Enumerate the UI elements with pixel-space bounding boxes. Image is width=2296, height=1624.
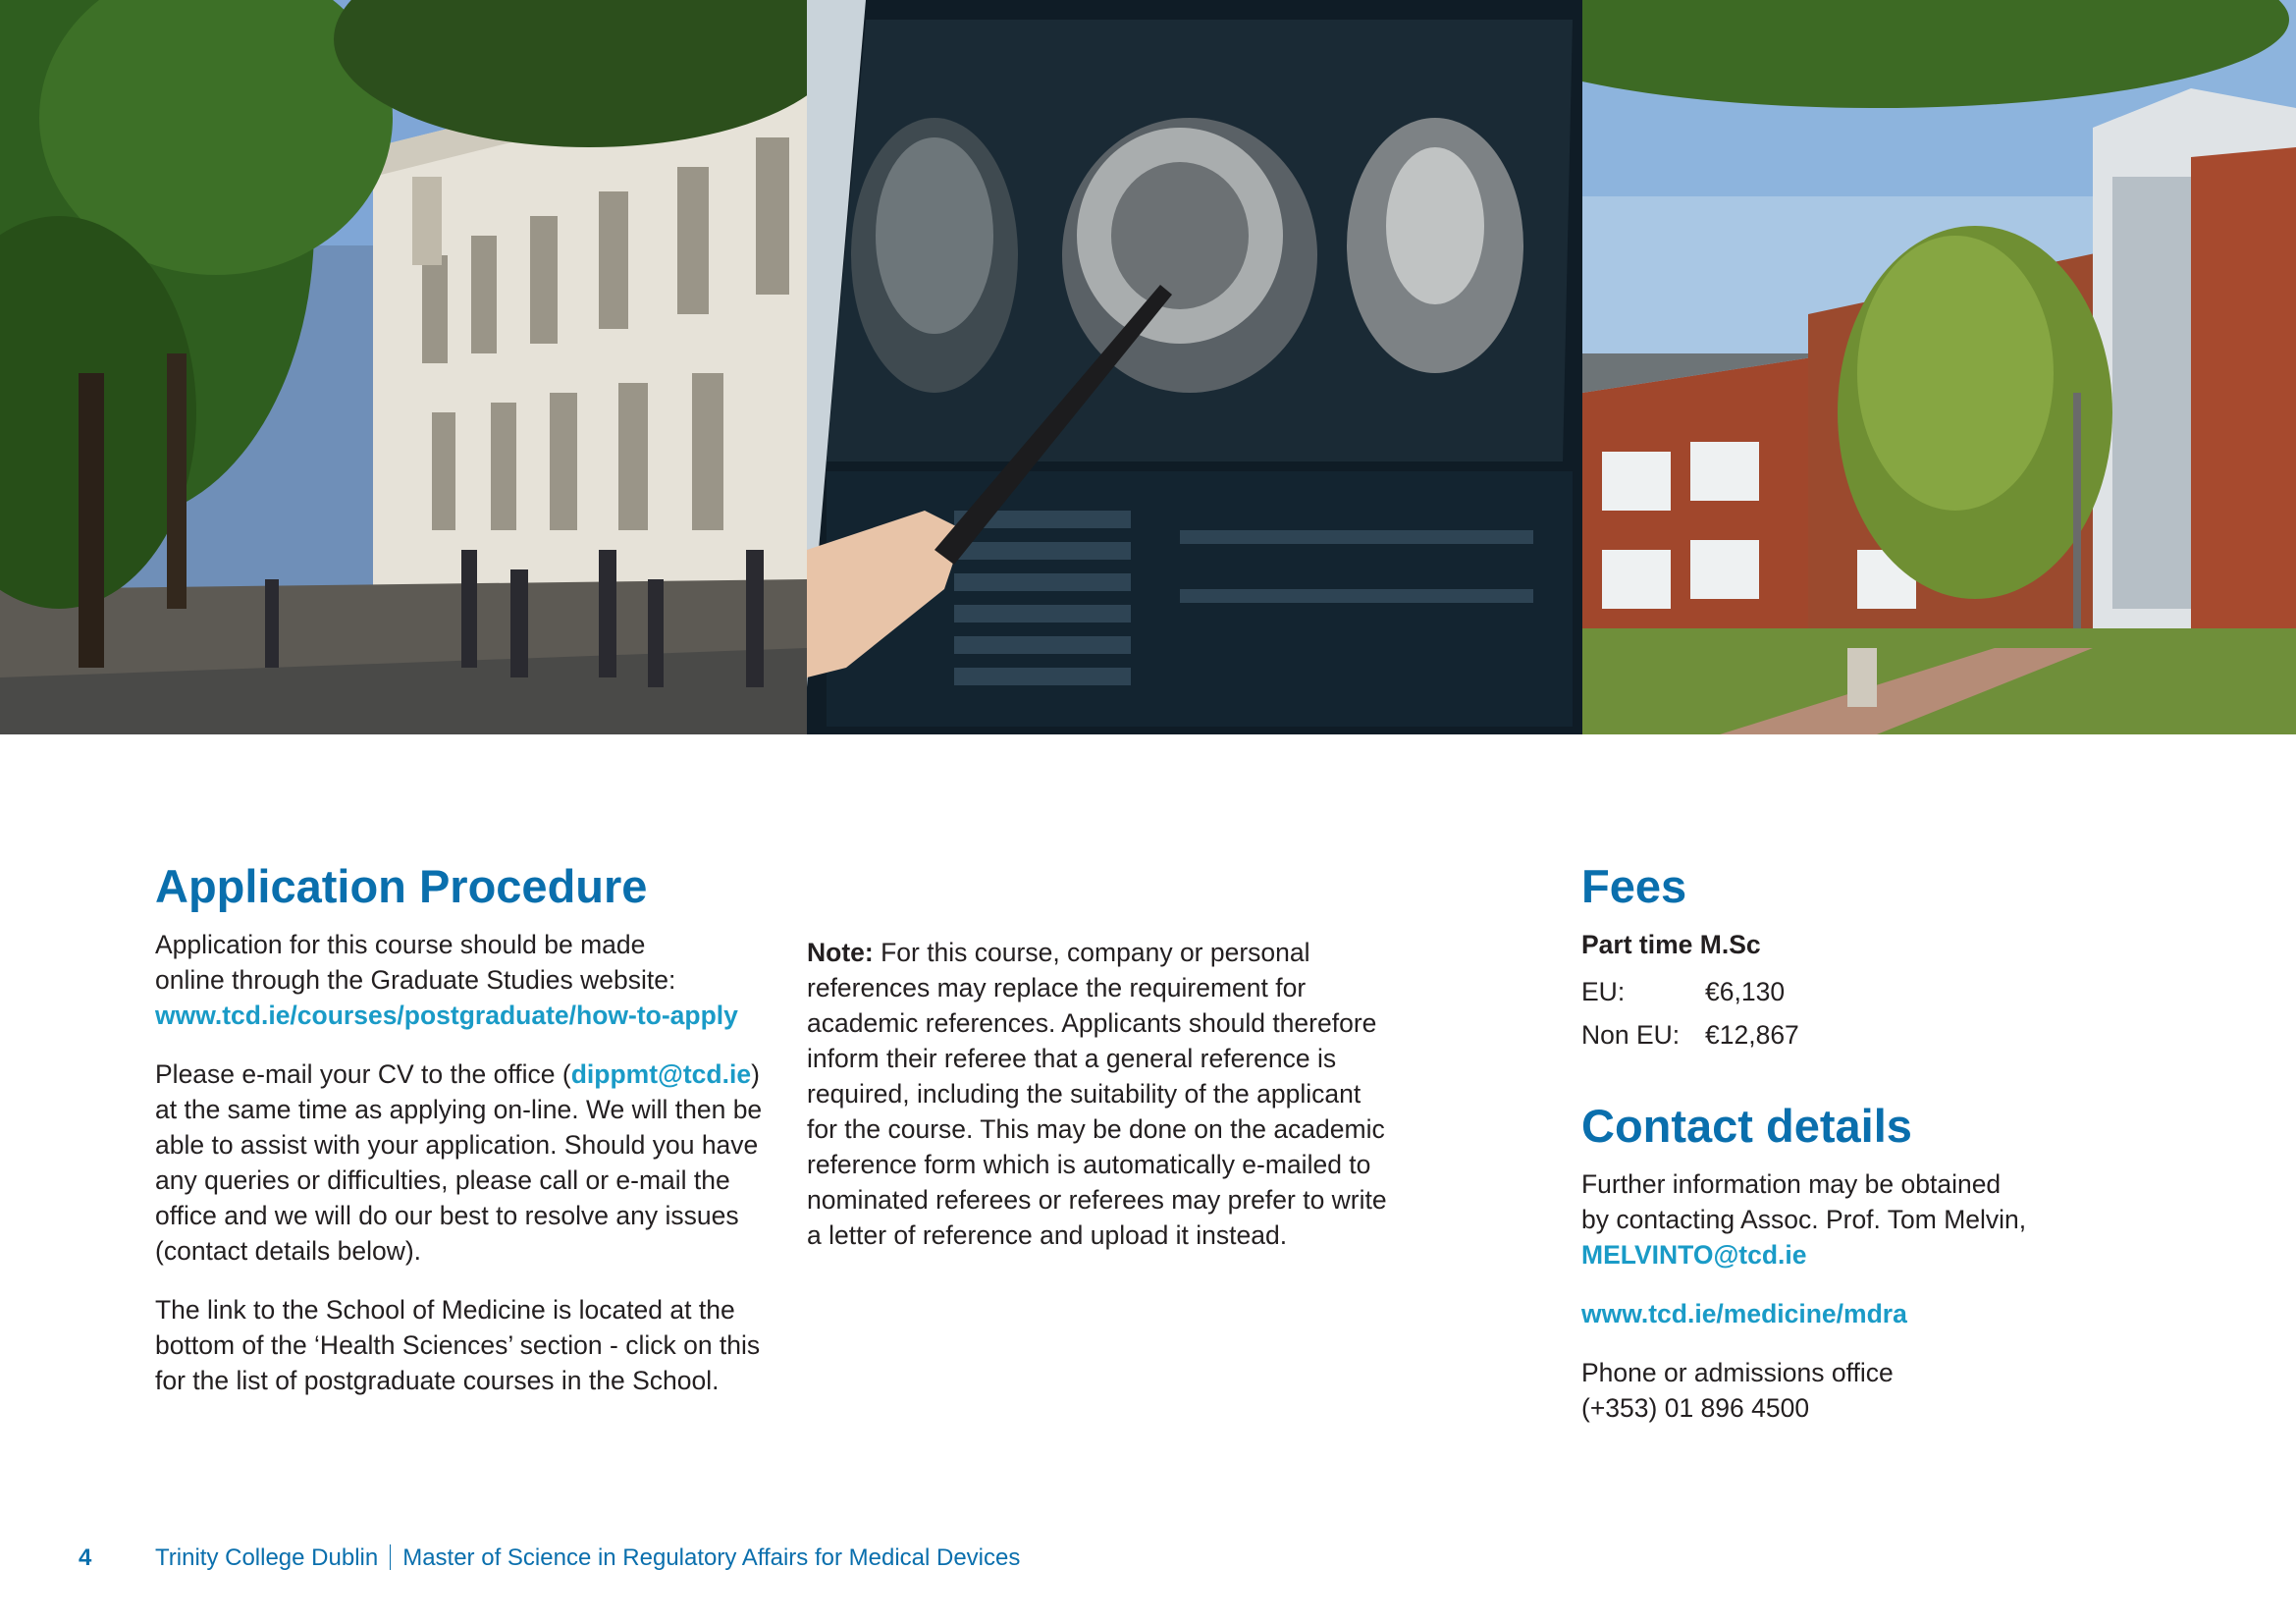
- text-fragment: Please e-mail your CV to the office (: [155, 1059, 571, 1089]
- text-line: a letter of reference and upload it instead.: [807, 1220, 1288, 1250]
- text-line: The link to the School of Medicine is located at the: [155, 1295, 735, 1325]
- page-footer: [0, 1542, 2296, 1575]
- fees-table: [1581, 927, 2131, 1056]
- application-intro-paragraph: [155, 927, 783, 1033]
- text-fragment: ): [751, 1059, 760, 1089]
- text-line: at the same time as applying on-line. We will then be: [155, 1095, 763, 1124]
- text-line: required, including the suitability of the applicant: [807, 1079, 1362, 1109]
- institution-name: Trinity College Dublin: [155, 1544, 379, 1571]
- footer-text: [155, 1542, 1020, 1575]
- text-line: Application for this course should be made: [155, 930, 646, 959]
- mri-scan-photo: [807, 0, 1582, 734]
- cv-email-paragraph: [155, 1056, 783, 1269]
- text-line: references may replace the requirement for: [807, 973, 1307, 1002]
- contact-paragraph: [1581, 1166, 2131, 1272]
- text-line: nominated referees or referees may prefer to write: [807, 1185, 1387, 1215]
- text-line: (contact details below).: [155, 1236, 422, 1266]
- text-line: able to assist with your application. Should you have: [155, 1130, 759, 1160]
- phone-number: (+353) 01 896 4500: [1581, 1393, 1810, 1423]
- contact-details-heading: Contact details: [1581, 1100, 1912, 1152]
- text-line: office and we will do our best to resolve any issues: [155, 1201, 739, 1230]
- text-line: [807, 935, 1396, 970]
- application-procedure-section: [155, 856, 783, 1422]
- text-line: inform their referee that a general reference is: [807, 1044, 1337, 1073]
- fee-label: EU:: [1581, 977, 1626, 1006]
- fees-heading: Fees: [1581, 860, 1687, 912]
- phone-paragraph: [1581, 1355, 2131, 1426]
- phone-label: Phone or admissions office: [1581, 1358, 1894, 1387]
- modern-building-photo: [1582, 0, 2296, 734]
- school-link-paragraph: [155, 1292, 783, 1398]
- note-label: Note:: [807, 938, 874, 967]
- fee-value: €12,867: [1705, 1020, 1799, 1050]
- text-line: Further information may be obtained: [1581, 1169, 2002, 1199]
- text-line: by contacting Assoc. Prof. Tom Melvin,: [1581, 1205, 2027, 1234]
- mdra-website-link[interactable]: www.tcd.ie/medicine/mdra: [1581, 1299, 1907, 1328]
- fees-subtitle: Part time M.Sc: [1581, 930, 1761, 959]
- fee-row: [1581, 1013, 2131, 1056]
- fee-label: Non EU:: [1581, 1020, 1681, 1050]
- footer-divider: [390, 1544, 391, 1570]
- application-procedure-heading: Application Procedure: [155, 860, 648, 912]
- how-to-apply-link[interactable]: www.tcd.ie/courses/postgraduate/how-to-apply: [155, 1001, 738, 1030]
- text-line: bottom of the ‘Health Sciences’ section - click on this: [155, 1330, 761, 1360]
- fee-value: €6,130: [1705, 977, 1786, 1006]
- text-line: [155, 1056, 783, 1092]
- programme-name: Master of Science in Regulatory Affairs for Medical Devices: [402, 1544, 1021, 1571]
- text-line: any queries or difficulties, please call or e-mail the: [155, 1165, 730, 1195]
- contact-email-link[interactable]: MELVINTO@tcd.ie: [1581, 1240, 1807, 1270]
- text-line: reference form which is automatically e-mailed to: [807, 1150, 1371, 1179]
- campus-building-photo: [0, 0, 807, 734]
- page-number: 4: [79, 1544, 92, 1571]
- office-email-link[interactable]: dippmt@tcd.ie: [570, 1059, 752, 1089]
- text-fragment: For this course, company or personal: [873, 938, 1310, 967]
- text-line: online through the Graduate Studies website:: [155, 965, 676, 995]
- text-line: for the list of postgraduate courses in the School.: [155, 1366, 720, 1395]
- note-section: [807, 935, 1396, 1276]
- note-paragraph: [807, 935, 1396, 1253]
- photo-strip: [0, 0, 2296, 734]
- text-line: for the course. This may be done on the academic: [807, 1114, 1385, 1144]
- text-line: academic references. Applicants should therefore: [807, 1008, 1377, 1038]
- fees-contact-section: [1581, 856, 2131, 1449]
- website-paragraph: [1581, 1296, 2131, 1331]
- fee-row: [1581, 970, 2131, 1013]
